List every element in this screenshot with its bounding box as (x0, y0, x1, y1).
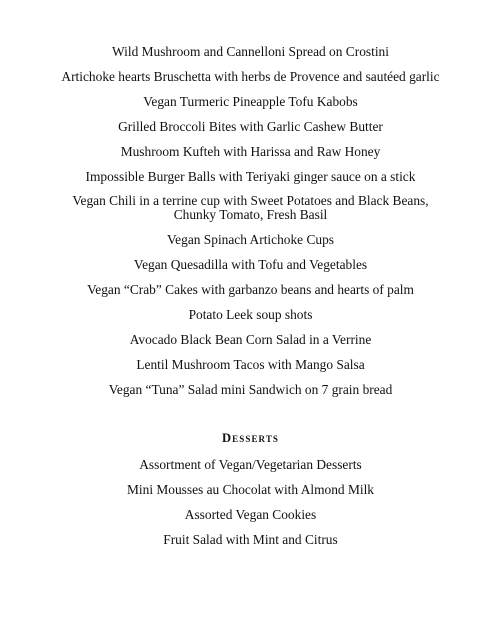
menu-item: Vegan “Tuna” Salad mini Sandwich on 7 grain bread (108, 382, 393, 397)
menu-item: Lentil Mushroom Tacos with Mango Salsa (136, 357, 365, 372)
menu-item: Vegan Spinach Artichoke Cups (167, 232, 334, 247)
dessert-item: Mini Mousses au Chocolat with Almond Milk (127, 482, 374, 497)
dessert-item: Fruit Salad with Mint and Citrus (163, 532, 338, 547)
dessert-item: Assorted Vegan Cookies (184, 507, 317, 522)
menu-item: Wild Mushroom and Cannelloni Spread on Crostini (112, 44, 389, 59)
menu-item: Vegan Turmeric Pineapple Tofu Kabobs (143, 94, 358, 109)
menu-item: Avocado Black Bean Corn Salad in a Verrine (129, 332, 372, 347)
menu-item: Potato Leek soup shots (188, 307, 313, 322)
menu-item: Grilled Broccoli Bites with Garlic Cashew Butter (118, 119, 383, 134)
menu-item: Vegan “Crab” Cakes with garbanzo beans and hearts of palm (87, 282, 414, 297)
dessert-list (0, 457, 501, 557)
menu-item: Artichoke hearts Bruschetta with herbs de Provence and sautéed garlic (61, 69, 440, 84)
menu-item: Vegan Quesadilla with Tofu and Vegetables (133, 257, 368, 272)
dessert-item: Assortment of Vegan/Vegetarian Desserts (139, 457, 362, 472)
menu-item: Mushroom Kufteh with Harissa and Raw Honey (120, 144, 381, 159)
menu-item: Vegan Chili in a terrine cup with Sweet Potatoes and Black Beans, Chunky Tomato, Fresh Basil (72, 193, 429, 222)
appetizer-list (0, 44, 501, 407)
desserts-heading: Desserts (221, 431, 280, 445)
menu-item: Impossible Burger Balls with Teriyaki ginger sauce on a stick (85, 169, 416, 184)
